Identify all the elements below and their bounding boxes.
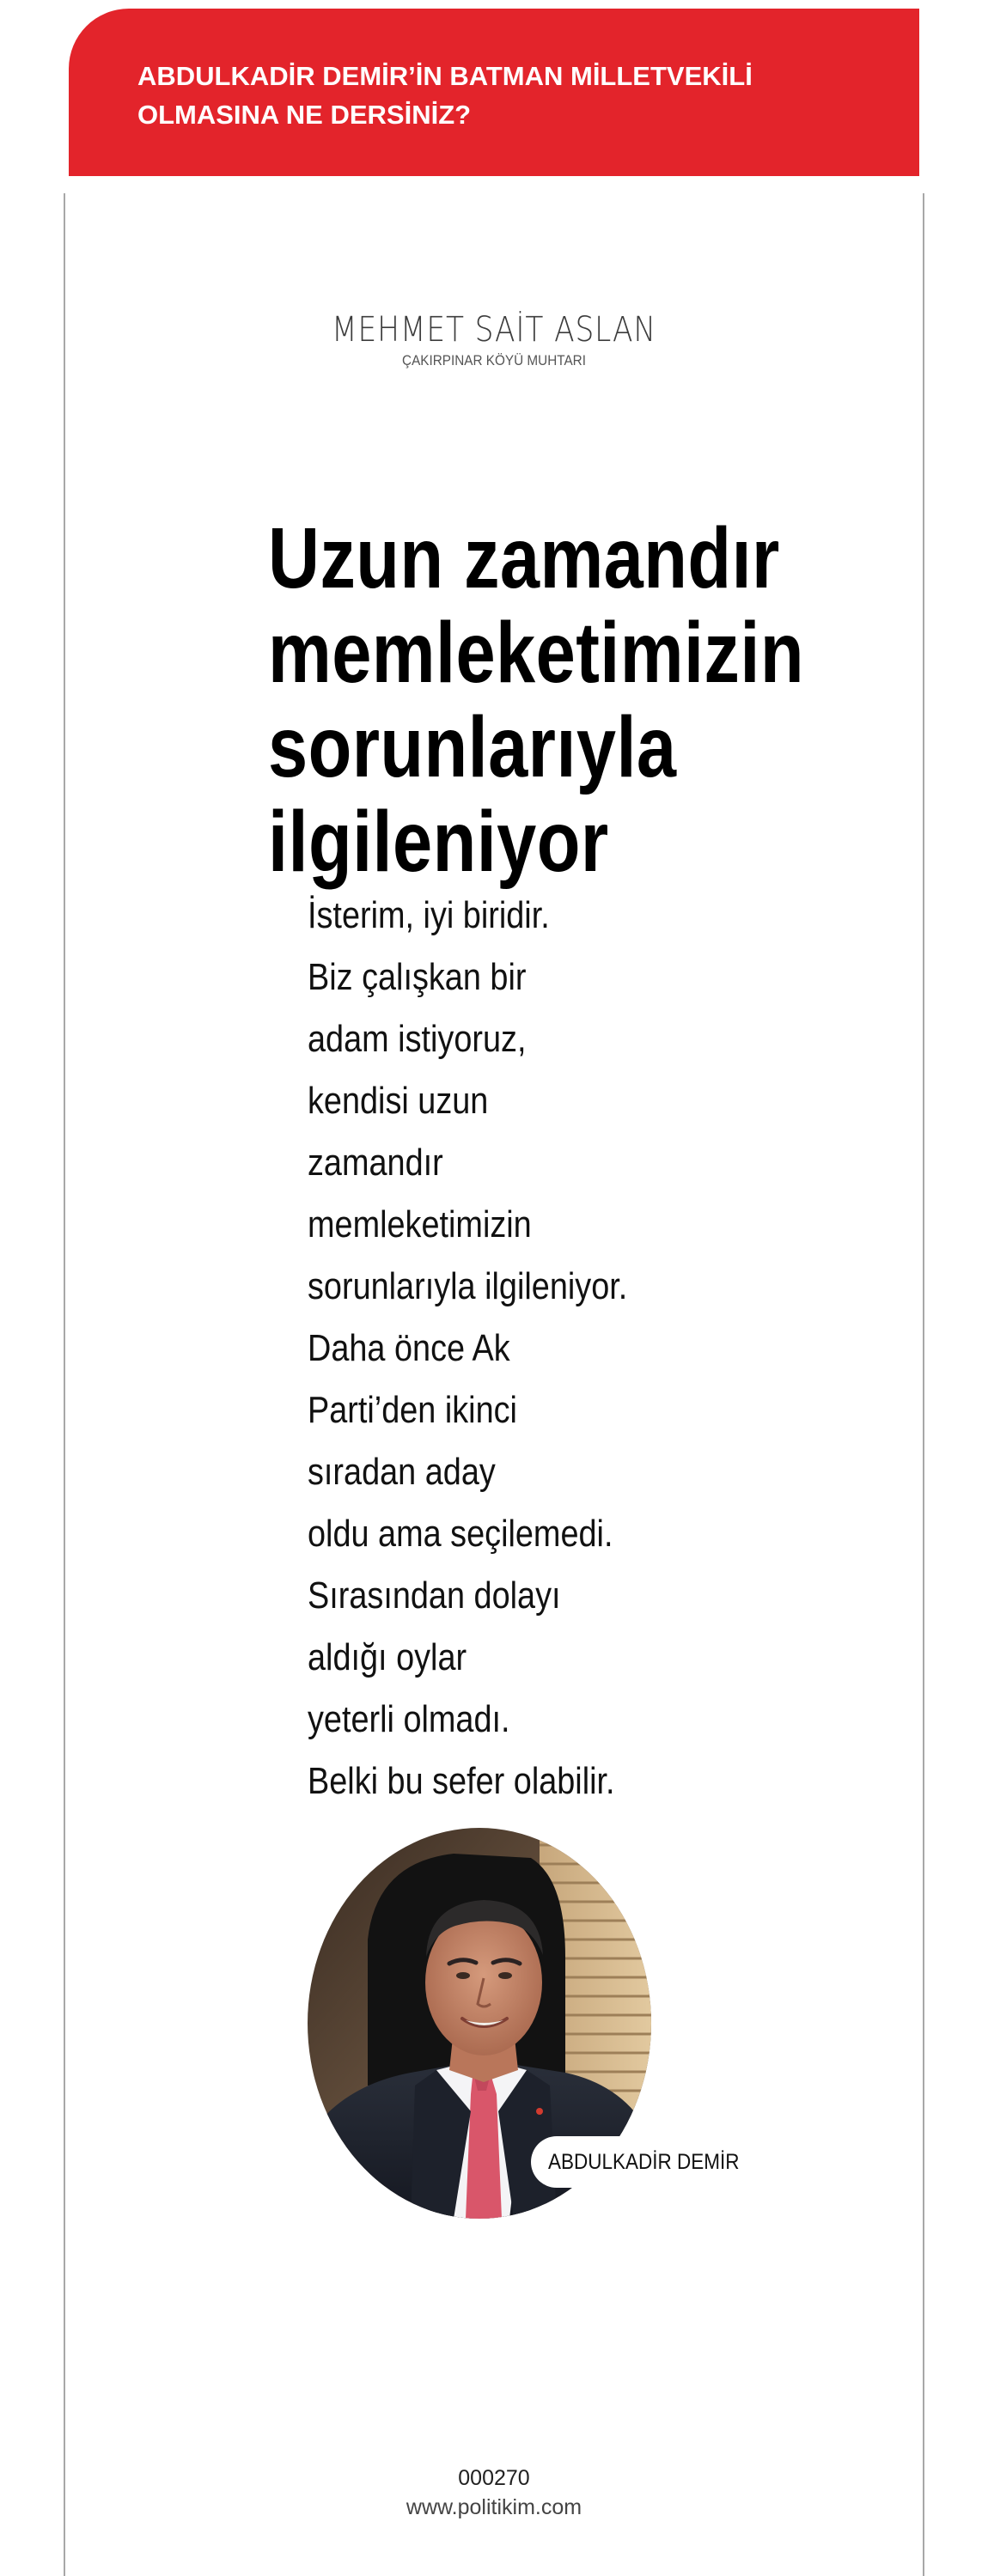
photo-caption: ABDULKADİR DEMİR <box>548 2149 740 2174</box>
body-line: Parti’den ikinci <box>308 1389 517 1431</box>
body-line: zamandır <box>308 1142 443 1184</box>
author-block <box>0 309 988 369</box>
body-line: Sırasından dolayı <box>308 1574 561 1617</box>
body-line: memleketimizin <box>308 1203 532 1245</box>
body-line: yeterli olmadı. <box>308 1698 510 1740</box>
body-line: kendisi uzun <box>308 1080 489 1122</box>
body-text <box>308 885 754 1812</box>
headline: Uzun zamandır memleketimizin sorunlarıyla ilgileniyor <box>268 510 804 890</box>
body-line: Daha önce Ak <box>308 1327 510 1369</box>
body-line: İsterim, iyi biridir. <box>308 894 550 936</box>
photo-caption-pill <box>531 2136 779 2188</box>
header-banner <box>69 9 919 176</box>
body-line: Belki bu sefer olabilir. <box>308 1760 615 1802</box>
footer-website-link[interactable]: www.politikim.com <box>406 2495 582 2519</box>
body-line: aldığı oylar <box>308 1636 467 1678</box>
footer <box>0 2463 988 2522</box>
body-line: Biz çalışkan bir <box>308 956 527 998</box>
body-line: sıradan aday <box>308 1451 496 1493</box>
body-line: sorunlarıyla ilgileniyor. <box>308 1265 628 1307</box>
header-title: ABDULKADİR DEMİR’İN BATMAN MİLLETVEKİLİ OLMASINA NE DERSİNİZ? <box>137 61 753 130</box>
right-border-line <box>923 193 924 2576</box>
footer-code: 000270 <box>458 2466 530 2490</box>
author-role: ÇAKIRPINAR KÖYÜ MUHTARI <box>402 352 586 368</box>
body-line: oldu ama seçilemedi. <box>308 1513 613 1555</box>
left-border-line <box>64 193 65 2576</box>
author-name: MEHMET SAİT ASLAN <box>332 310 656 350</box>
body-line: adam istiyoruz, <box>308 1018 527 1060</box>
